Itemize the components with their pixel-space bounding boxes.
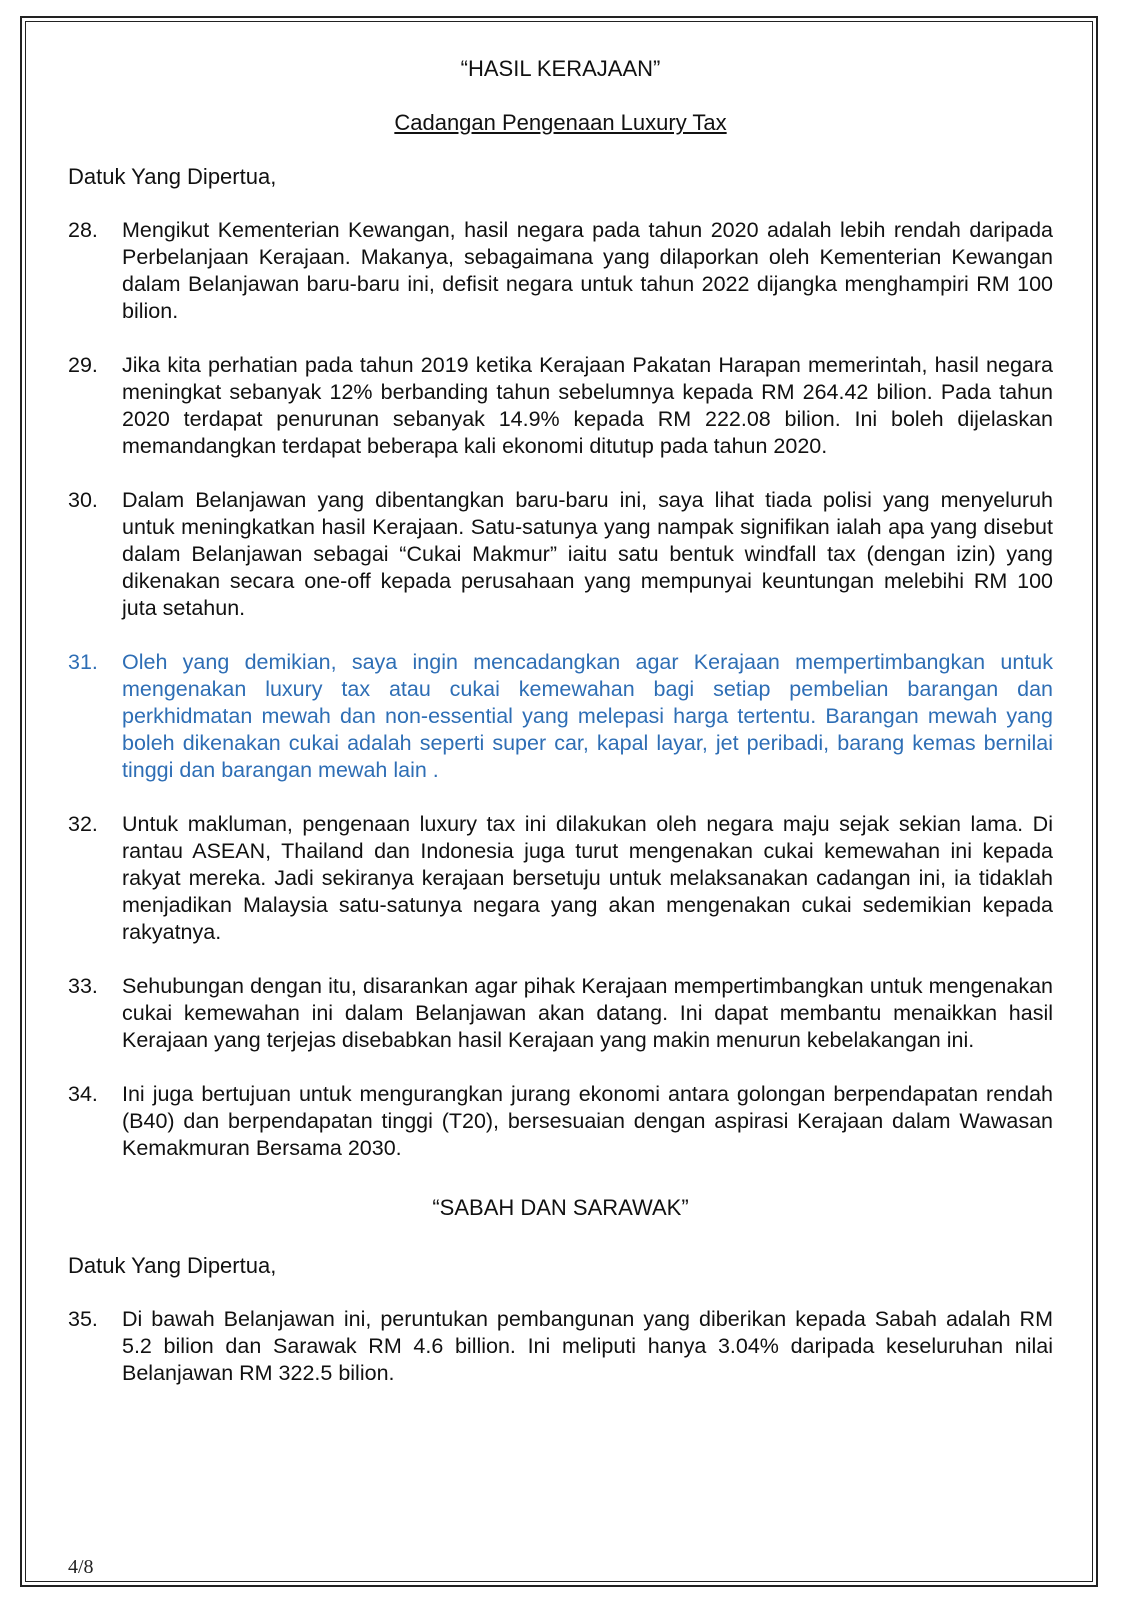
- paragraph-number: 28.: [68, 218, 98, 242]
- paragraph-29: [68, 352, 1053, 460]
- paragraph-text: Sehubungan dengan itu, disarankan agar pihak Kerajaan mempertimbangkan untuk mengenakan cukai kemewahan ini dalam Belanjawan akan datang. Ini dapat membantu menaikkan hasil Kerajaan yang terjejas disebabkan hasil Kerajaan yang makin menurun kebelakangan ini.: [122, 974, 1053, 1052]
- document-body: [68, 55, 1053, 1414]
- paragraph-number: 29.: [68, 353, 98, 377]
- paragraph-text: Untuk makluman, pengenaan luxury tax ini dilakukan oleh negara maju sejak sekian lama. Di rantau ASEAN, Thailand dan Indonesia juga turut mengenakan cukai kemewahan ini kepada rakyat mereka. Jadi sekiranya kerajaan bersetuju untuk melaksanakan cadangan ini, ia tidaklah menjadikan Malaysia satu-satunya negara yang akan mengenakan cukai sedemikian kepada rakyatnya.: [122, 812, 1053, 944]
- paragraph-number: 33.: [68, 974, 98, 998]
- paragraph-34: [68, 1081, 1053, 1162]
- section-title-sabah-sarawak: “SABAH DAN SARAWAK”: [432, 1195, 689, 1220]
- paragraph-text: Dalam Belanjawan yang dibentangkan baru-baru ini, saya lihat tiada polisi yang menyeluruh untuk meningkatkan hasil Kerajaan. Satu-satunya yang nampak signifikan ialah apa yang disebut dalam Belanjawan sebagai “Cukai Makmur” iaitu satu bentuk windfall tax (dengan izin) yang dikenakan secara one-off kepada perusahaan yang mempunyai keuntungan melebihi RM 100 juta setahun.: [122, 488, 1053, 620]
- paragraph-32: [68, 811, 1053, 946]
- section-title-hasil-kerajaan: “HASIL KERAJAAN”: [460, 56, 661, 81]
- paragraph-text: Di bawah Belanjawan ini, peruntukan pembangunan yang diberikan kepada Sabah adalah RM 5.2 bilion dan Sarawak RM 4.6 billion. Ini meliputi hanya 3.04% daripada keseluruhan nilai Belanjawan RM 322.5 bilion.: [122, 1307, 1053, 1385]
- salutation: Datuk Yang Dipertua,: [68, 1253, 277, 1278]
- salutation: Datuk Yang Dipertua,: [68, 164, 277, 189]
- paragraph-number: 31.: [68, 650, 98, 674]
- section-subtitle-luxury-tax: Cadangan Pengenaan Luxury Tax: [394, 110, 727, 135]
- paragraph-31-highlighted: [68, 649, 1053, 784]
- paragraph-35: [68, 1306, 1053, 1387]
- paragraph-number: 35.: [68, 1307, 98, 1331]
- paragraph-text: Oleh yang demikian, saya ingin mencadangkan agar Kerajaan mempertimbangkan untuk mengenakan luxury tax atau cukai kemewahan bagi setiap pembelian barangan dan perkhidmatan mewah dan non-essential yang melepasi harga tertentu. Barangan mewah yang boleh dikenakan cukai adalah seperti super car, kapal layar, jet peribadi, barang kemas bernilai tinggi dan barangan mewah lain .: [122, 650, 1053, 782]
- paragraph-text: Jika kita perhatian pada tahun 2019 ketika Kerajaan Pakatan Harapan memerintah, hasil negara meningkat sebanyak 12% berbanding tahun sebelumnya kepada RM 264.42 bilion. Pada tahun 2020 terdapat penurunan sebanyak 14.9% kepada RM 222.08 bilion. Ini boleh dijelaskan memandangkan terdapat beberapa kali ekonomi ditutup pada tahun 2020.: [122, 353, 1053, 458]
- page-number: 4/8: [68, 1556, 94, 1578]
- paragraph-text: Ini juga bertujuan untuk mengurangkan jurang ekonomi antara golongan berpendapatan rendah (B40) dan berpendapatan tinggi (T20), bersesuaian dengan aspirasi Kerajaan dalam Wawasan Kemakmuran Bersama 2030.: [122, 1082, 1053, 1160]
- paragraph-text: Mengikut Kementerian Kewangan, hasil negara pada tahun 2020 adalah lebih rendah daripada Perbelanjaan Kerajaan. Makanya, sebagaimana yang dilaporkan oleh Kementerian Kewangan dalam Belanjawan baru-baru ini, defisit negara untuk tahun 2022 dijangka menghampiri RM 100 bilion.: [122, 218, 1053, 323]
- paragraph-28: [68, 217, 1053, 325]
- paragraph-30: [68, 487, 1053, 622]
- paragraph-number: 34.: [68, 1082, 98, 1106]
- paragraph-number: 32.: [68, 812, 98, 836]
- paragraph-number: 30.: [68, 488, 98, 512]
- paragraph-33: [68, 973, 1053, 1054]
